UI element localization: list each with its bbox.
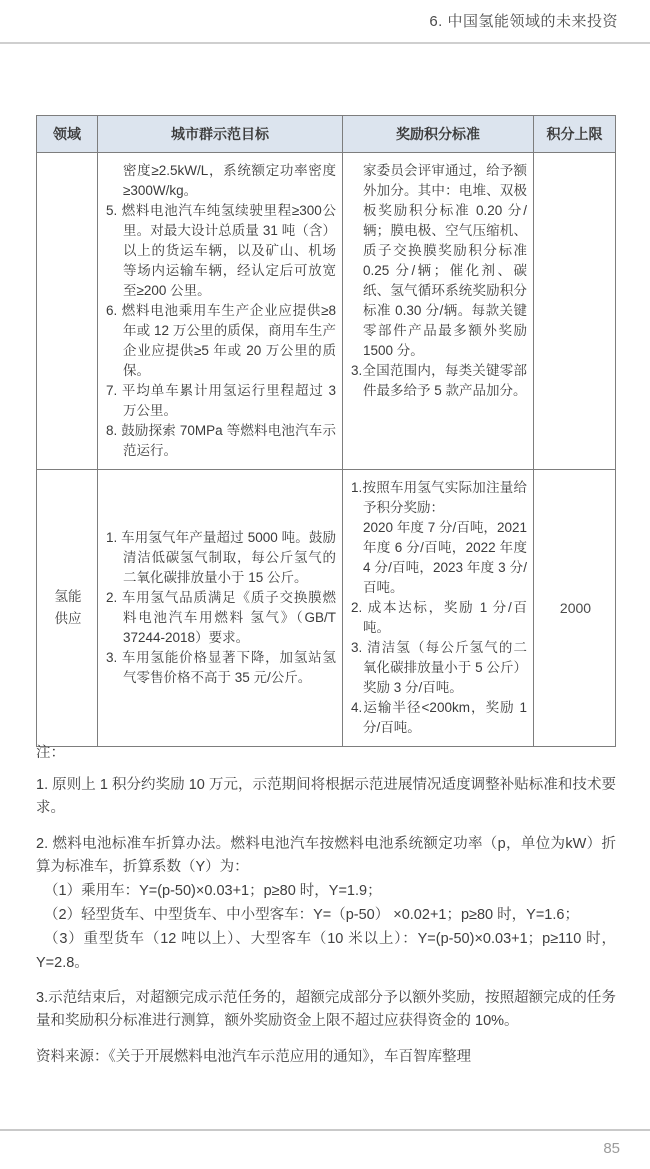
note-item-2: 2. 燃料电池标准车折算办法。燃料电池汽车按燃料电池系统额定功率（p，单位为kW）折算为标准车，折算系数（Y）为： bbox=[36, 836, 616, 875]
goal-item: 5. 燃料电池汽车纯氢续驶里程≥300公里。对最大设计总质量 31 吨（含）以上的货运车辆，以及矿山、机场等场内运输车辆，经认定后可放宽至≥200 公里。 bbox=[106, 203, 336, 298]
note-item-2-sub-2: （2）轻型货车、中型货车、中小型客车：Y=（p-50） ×0.02+1；p≥80 时，Y=1.6； bbox=[44, 907, 579, 923]
goals-list bbox=[106, 528, 336, 688]
reward-item: 2. 成本达标，奖励 1 分/百吨。 bbox=[351, 600, 527, 635]
table-body bbox=[37, 153, 616, 747]
goal-item: 8. 鼓励探索 70MPa 等燃料电池汽车示范运行。 bbox=[106, 423, 336, 458]
header-divider bbox=[0, 42, 650, 44]
page-number: 85 bbox=[603, 1140, 620, 1157]
table-head bbox=[37, 116, 616, 153]
rewards-cell bbox=[343, 470, 534, 747]
reward-item: 3. 清洁氢（每公斤氢气的二氧化碳排放量小于 5 公斤）奖励 3 分/百吨。 bbox=[351, 640, 527, 695]
note-item-3: 3.示范结束后，对超额完成示范任务的，超额完成部分予以额外奖励，按照超额完成的任务量和奖励积分标准进行测算，额外奖励资金上限不超过应获得资金的 10%。 bbox=[36, 990, 616, 1029]
notes-section bbox=[36, 742, 616, 1069]
footer-divider bbox=[0, 1129, 650, 1131]
rewards-list bbox=[351, 161, 527, 401]
note-item-1: 1. 原则上 1 积分约奖励 10 万元，示范期间将根据示范进展情况适度调整补贴标准和技术要求。 bbox=[36, 777, 616, 816]
goal-item: 7. 平均单车累计用氢运行里程超过 3 万公里。 bbox=[106, 383, 336, 418]
reward-item: 3.全国范围内，每类关键零部件最多给予 5 款产品加分。 bbox=[351, 363, 527, 398]
goals-list bbox=[106, 161, 336, 461]
source-line: 资料来源：《关于开展燃料电池汽车示范应用的通知》，车百智库整理 bbox=[36, 1049, 471, 1065]
reward-item: 4.运输半径<200km，奖励 1 分/百吨。 bbox=[351, 700, 527, 735]
page-header bbox=[0, 10, 618, 31]
note-item-2-sub-3: （3）重型货车（12 吨以上）、大型客车（10 米以上）：Y=(p-50)×0.03+1；p≥110 时，Y=2.8。 bbox=[36, 931, 616, 971]
field-cell bbox=[37, 153, 98, 470]
rewards-list bbox=[351, 478, 527, 738]
reward-item: 1.按照车用氢气实际加注量给予积分奖励： bbox=[351, 480, 527, 515]
goal-item: 2. 车用氢气品质满足《质子交换膜燃料电池汽车用燃料 氢气》（GB/T 37244-2018）要求。 bbox=[106, 590, 336, 645]
reward-item-detail: 2020 年度 7 分/百吨，2021 年度 6 分/百吨，2022 年度 4 分/百吨，2023 年度 3 分/百吨。 bbox=[363, 520, 527, 595]
goals-cell bbox=[98, 470, 343, 747]
table-row-hydrogen-supply bbox=[37, 470, 616, 747]
goal-item: 密度≥2.5kW/L，系统额定功率密度≥300W/kg。 bbox=[123, 163, 336, 198]
col-header-cap: 积分上限 bbox=[534, 116, 616, 153]
field-label: 氢能供应 bbox=[54, 589, 82, 626]
field-cell bbox=[37, 470, 98, 747]
goal-item: 3. 车用氢能价格显著下降，加氢站氢气零售价格不高于 35 元/公斤。 bbox=[106, 650, 336, 685]
goals-cell bbox=[98, 153, 343, 470]
notes-label: 注： bbox=[36, 745, 65, 761]
rewards-cell bbox=[343, 153, 534, 470]
table-header-row bbox=[37, 116, 616, 153]
note-item-2-sub-1: （1）乘用车：Y=(p-50)×0.03+1；p≥80 时，Y=1.9； bbox=[44, 883, 382, 899]
goal-item: 6. 燃料电池乘用车生产企业应提供≥8 年或 12 万公里的质保，商用车生产企业应提供≥5 年或 20 万公里的质保。 bbox=[106, 303, 336, 378]
col-header-goals: 城市群示范目标 bbox=[98, 116, 343, 153]
col-header-field: 领域 bbox=[37, 116, 98, 153]
table-row-continuation bbox=[37, 153, 616, 470]
reward-item: 家委员会评审通过，给予额外加分。其中：电堆、双极板奖励积分标准 0.20 分/辆；膜电极、空气压缩机、质子交换膜奖励积分标准 0.25 分/辆；催化剂、碳纸、氢气循环系统奖励积分标准 0.30 分/辆。每款关键零部件产品最多额外奖励 1500 分。 bbox=[363, 163, 527, 358]
cap-cell: 2000 bbox=[534, 470, 616, 747]
col-header-rewards: 奖励积分标准 bbox=[343, 116, 534, 153]
cap-cell bbox=[534, 153, 616, 470]
goal-item: 1. 车用氢气年产量超过 5000 吨。鼓励清洁低碳氢气制取，每公斤氢气的二氧化碳排放量小于 15 公斤。 bbox=[106, 530, 336, 585]
chapter-title: 6. 中国氢能领域的未来投资 bbox=[429, 13, 618, 30]
demonstration-reward-table bbox=[36, 115, 616, 747]
